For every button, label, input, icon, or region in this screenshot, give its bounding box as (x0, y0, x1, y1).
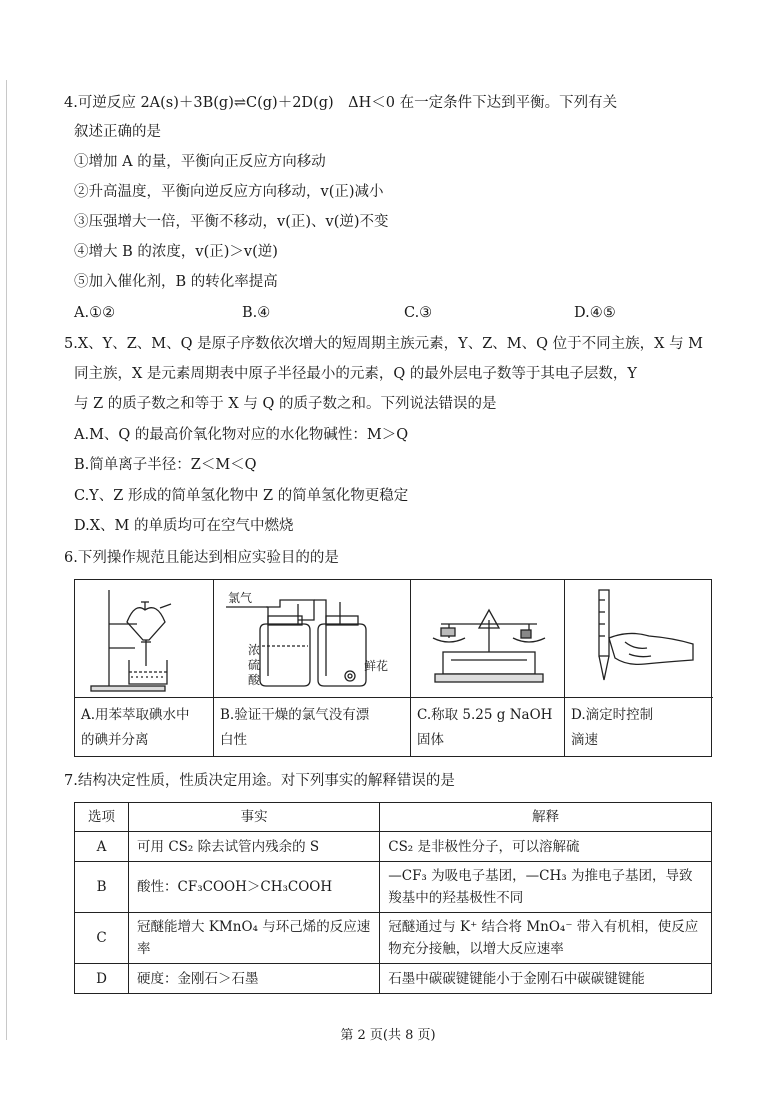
q4-statement-4: ④增大 B 的浓度，v(正)＞v(逆) (74, 244, 278, 260)
q4-statement-3: ③压强增大一倍，平衡不移动，v(正)、v(逆)不变 (74, 214, 389, 230)
row-option: A (75, 832, 129, 862)
q6-cell-a (75, 580, 214, 756)
header-explanation: 解释 (380, 803, 712, 832)
q4-option-a: A.①② (74, 305, 116, 321)
q5-option-a: A.M、Q 的最高价氧化物对应的水化物碱性：M＞Q (74, 427, 409, 443)
label-acid-1: 浓 (248, 643, 261, 657)
q6-figure-d (565, 580, 713, 698)
caption-line: C.称取 5.25 g NaOH (417, 707, 553, 723)
table-row (75, 832, 712, 862)
q5-stem-line1: 5.X、Y、Z、M、Q 是原子序数依次增大的短周期主族元素，Y、Z、M、Q 位于不同主族，X 与 M (64, 336, 704, 352)
q4-statement-2: ②升高温度，平衡向逆反应方向移动，v(正)减小 (74, 184, 384, 200)
q5-option-b: B.简单离子半径：Z＜M＜Q (74, 457, 257, 473)
row-option: C (75, 913, 129, 964)
row-fact: 酸性：CF₃COOH＞CH₃COOH (129, 862, 380, 913)
row-option: D (75, 964, 129, 994)
caption-line: A.用苯萃取碘水中 (81, 707, 190, 723)
page-footer: 第 2 页(共 8 页) (340, 1028, 436, 1043)
gas-wash-bottles-illustration (214, 580, 410, 697)
q4-option-b: B.④ (242, 305, 271, 321)
row-explanation: 石墨中碳碳键键能小于金刚石中碳碳键键能 (380, 964, 712, 994)
row-fact: 硬度：金刚石＞石墨 (129, 964, 380, 994)
separatory-funnel-illustration (75, 580, 213, 697)
label-chlorine: 氯气 (228, 591, 253, 605)
q5-stem-line2: 同主族，X 是元素周期表中原子半径最小的元素，Q 的最外层电子数等于其电子层数，Y (74, 366, 637, 382)
q6-cell-b (214, 580, 411, 756)
q6-caption-d (571, 703, 707, 753)
table-row (75, 964, 712, 994)
table-header-row (75, 803, 712, 832)
q4-statement-1: ①增加 A 的量，平衡向正反应方向移动 (74, 154, 326, 170)
header-fact: 事实 (129, 803, 380, 832)
row-fact: 冠醚能增大 KMnO₄ 与环己烯的反应速率 (129, 913, 380, 964)
q7-stem: 7.结构决定性质，性质决定用途。对下列事实的解释错误的是 (64, 773, 455, 789)
q6-stem: 6.下列操作规范且能达到相应实验目的的是 (64, 550, 339, 566)
q4-stem-line2: 叙述正确的是 (74, 124, 161, 140)
q4-option-d: D.④⑤ (574, 305, 616, 321)
q6-figure-table (74, 579, 712, 757)
q6-figure-a (75, 580, 213, 698)
burette-illustration (565, 580, 712, 697)
caption-line: 的碘并分离 (81, 732, 149, 748)
row-option: B (75, 862, 129, 913)
row-fact: 可用 CS₂ 除去试管内残余的 S (129, 832, 380, 862)
caption-line: 固体 (417, 732, 444, 748)
row-explanation: —CF₃ 为吸电子基团，—CH₃ 为推电子基团，导致羧基中的羟基极性不同 (380, 862, 712, 913)
q7-table (74, 802, 712, 994)
q6-figure-c (411, 580, 564, 698)
q6-caption-b (220, 703, 404, 753)
row-explanation: CS₂ 是非极性分子，可以溶解硫 (380, 832, 712, 862)
q5-option-d: D.X、M 的单质均可在空气中燃烧 (74, 518, 294, 534)
q6-cell-c (411, 580, 565, 756)
label-acid-3: 酸 (248, 673, 261, 687)
binding-edge-line (6, 80, 7, 1040)
q5-option-c: C.Y、Z 形成的简单氢化物中 Z 的简单氢化物更稳定 (74, 488, 409, 504)
table-row (75, 913, 712, 964)
caption-line: D.滴定时控制 (571, 707, 654, 723)
q4-stem-line1: 4.可逆反应 2A(s)＋3B(g)⇌C(g)＋2D(g) ΔH＜0 在一定条件下达到平衡。下列有关 (64, 95, 618, 111)
balance-scale-illustration (411, 580, 564, 697)
q6-caption-c (417, 703, 558, 753)
q5-stem-line3: 与 Z 的质子数之和等于 X 与 Q 的质子数之和。下列说法错误的是 (74, 396, 497, 412)
q4-statement-5: ⑤加入催化剂，B 的转化率提高 (74, 274, 278, 290)
row-explanation: 冠醚通过与 K⁺ 结合将 MnO₄⁻ 带入有机相，使反应物充分接触，以增大反应速率 (380, 913, 712, 964)
header-option: 选项 (75, 803, 129, 832)
caption-line: 白性 (220, 732, 247, 748)
caption-line: B.验证干燥的氯气没有漂 (220, 707, 370, 723)
label-acid-2: 硫 (248, 658, 261, 672)
caption-line: 滴速 (571, 732, 598, 748)
q6-caption-a (81, 703, 207, 753)
label-flower: 鲜花 (364, 659, 389, 673)
q6-cell-d (565, 580, 713, 756)
q4-option-c: C.③ (404, 305, 433, 321)
table-row (75, 862, 712, 913)
q6-figure-b (214, 580, 410, 698)
